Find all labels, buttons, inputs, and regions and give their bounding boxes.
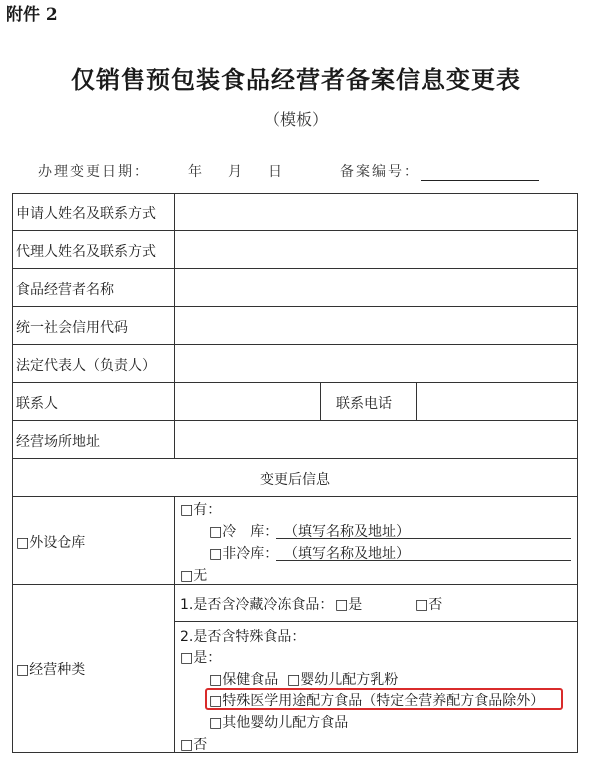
address-field[interactable] — [175, 421, 577, 457]
non-cold-storage-fill-hint: （填写名称及地址） — [284, 546, 410, 562]
legal-rep-field[interactable] — [175, 345, 577, 381]
cold-storage-underline[interactable] — [276, 538, 571, 539]
page-title: 仅销售预包装食品经营者备案信息变更表 — [71, 66, 521, 94]
contact-field[interactable] — [175, 383, 319, 419]
frozen-food-yes-option[interactable]: □是 — [335, 597, 363, 613]
warehouse-yes-option[interactable]: □有： — [180, 502, 222, 518]
medical-formula-option[interactable]: □特殊医学用途配方食品（特定全营养配方食品除外） — [209, 693, 545, 709]
applicant-field[interactable] — [175, 194, 577, 229]
agent-field[interactable] — [175, 231, 577, 267]
column-divider — [174, 496, 175, 753]
date-fields: 年 月 日 — [188, 164, 288, 180]
health-food-option[interactable]: □保健食品 — [209, 672, 279, 688]
phone-label: 联系电话 — [336, 396, 392, 412]
legal-rep-label: 法定代表人（负责人） — [16, 358, 156, 374]
row-divider — [174, 621, 578, 622]
row-divider — [12, 584, 578, 585]
agent-label: 代理人姓名及联系方式 — [16, 244, 156, 260]
warehouse-label[interactable]: □外设仓库 — [16, 535, 86, 551]
row-divider — [12, 496, 578, 497]
frozen-food-no-option[interactable]: □否 — [415, 597, 443, 613]
record-number-field[interactable] — [421, 180, 539, 181]
credit-code-field[interactable] — [175, 307, 577, 343]
business-name-field[interactable] — [175, 269, 577, 305]
applicant-label: 申请人姓名及联系方式 — [16, 206, 156, 222]
special-food-question: 2.是否含特殊食品： — [180, 629, 306, 645]
business-name-label: 食品经营者名称 — [16, 282, 114, 298]
cold-storage-fill-hint: （填写名称及地址） — [284, 524, 410, 540]
infant-formula-option[interactable]: □婴幼儿配方乳粉 — [287, 672, 399, 688]
warehouse-no-option[interactable]: □无 — [180, 568, 208, 584]
row-divider — [12, 458, 578, 459]
attachment-label: 附件 2 — [6, 5, 58, 25]
column-divider — [320, 382, 321, 420]
changed-info-heading: 变更后信息 — [260, 472, 330, 488]
record-number-label: 备案编号： — [340, 164, 420, 180]
cold-storage-option[interactable]: □冷 库： — [209, 524, 279, 540]
page-subtitle: （模板） — [263, 110, 328, 129]
business-category-label[interactable]: □经营种类 — [16, 662, 86, 678]
contact-label: 联系人 — [16, 396, 58, 412]
frozen-food-question: 1.是否含冷藏冷冻食品： — [180, 597, 334, 613]
credit-code-label: 统一社会信用代码 — [16, 320, 128, 336]
other-infant-formula-option[interactable]: □其他婴幼儿配方食品 — [209, 715, 349, 731]
phone-field[interactable] — [417, 383, 577, 419]
special-food-no-option[interactable]: □否 — [180, 737, 208, 753]
address-label: 经营场所地址 — [16, 434, 100, 450]
non-cold-storage-option[interactable]: □非冷库： — [209, 546, 279, 562]
change-date-label: 办理变更日期： — [38, 164, 150, 180]
special-food-yes-option[interactable]: □是： — [180, 650, 222, 666]
non-cold-storage-underline[interactable] — [276, 560, 571, 561]
highlight-box — [205, 688, 563, 710]
